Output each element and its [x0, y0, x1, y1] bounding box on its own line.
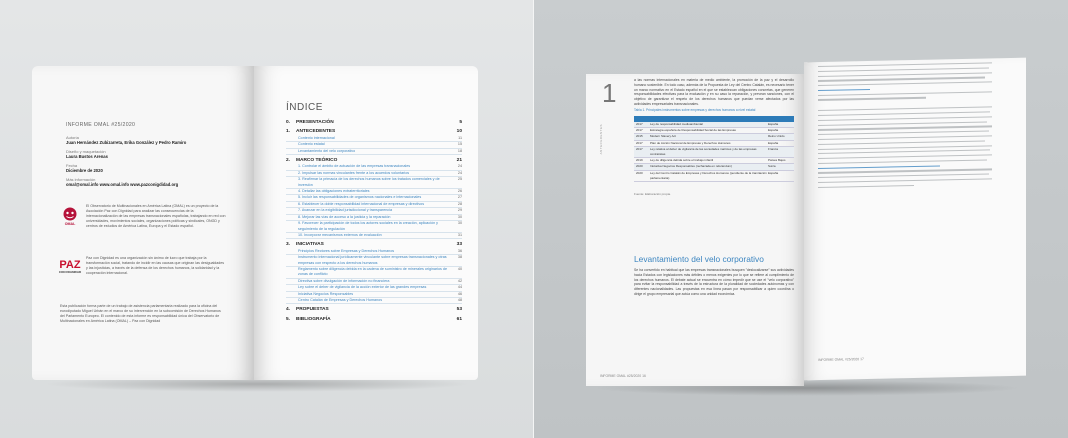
table-cell-country: España: [768, 122, 779, 126]
chapter-number: 1: [602, 78, 617, 108]
toc-subsection-page: 24: [457, 170, 462, 175]
toc-subsection-page: 11: [458, 135, 462, 140]
credits-page: [32, 66, 254, 380]
toc-subsection-title: Iniciativa Negocios Responsables: [298, 291, 354, 296]
toc-subsection[interactable]: [286, 221, 462, 233]
toc-subsection-page: 38: [457, 255, 462, 260]
toc-subsection-page: 31: [457, 232, 462, 237]
toc-section-page: 61: [456, 316, 462, 322]
table-cell-description: Estrategia española de Responsabilidad Social de las Empresas: [650, 128, 736, 133]
table-cell-description: Modern Slavery Act: [650, 134, 677, 139]
table-cell-year: 2017: [636, 146, 643, 151]
toc-subsection-title: 10. Incorporar mecanismos externos de evaluación: [298, 232, 382, 237]
open-book-toc: [32, 58, 478, 388]
toc-section-title: ANTECEDENTES: [296, 129, 336, 135]
toc-section-page: 21: [456, 158, 462, 164]
running-head: INFORME OMAL #25/2020: [66, 122, 136, 128]
toc-subsection-title: Centro Catalán de Empresas y Derechos Humanos: [298, 297, 383, 302]
open-book-chapter: [586, 50, 1026, 395]
table-cell-country: España: [768, 140, 779, 145]
date-label: Fecha: [66, 163, 78, 168]
more-info: omal@omal.info www.omal.info www.pazconigdidad.org: [66, 182, 179, 187]
toc-subsection-title: 2. Impulsar las normas vinculantes frente a los acuerdos voluntarios: [298, 170, 410, 175]
toc-section-number: 4.: [286, 307, 291, 313]
table-cell-year: 2017: [636, 140, 643, 145]
table-row: [634, 171, 794, 182]
toc-subsection-page: 29: [457, 208, 462, 213]
toc-subsection-page: 44: [457, 285, 462, 290]
toc-subsection-page: 28: [457, 201, 462, 206]
table-cell-description: Plan de Acción Nacional de Empresas y Derechos Humanos: [650, 140, 731, 145]
toc-subsection-title: 1. Controlar el ámbito de actuación de las empresas transnacionales: [298, 164, 411, 169]
toc-section-page: 33: [456, 242, 462, 248]
table-cell-country: España: [768, 128, 779, 133]
toc-subsection-title: Ley sobre el deber de vigilancia de la acción exterior de las grandes empresas: [298, 285, 427, 290]
toc-subsection[interactable]: [286, 298, 462, 304]
chapter-right-page: [804, 58, 1026, 381]
table-cell-description: Ley relativa al deber de vigilancia de las sociedades matrices y de las empresas contratistas: [650, 146, 757, 157]
toc-section-title: PROPUESTAS: [296, 307, 329, 313]
toc-subsection-page: 46: [457, 291, 462, 296]
toc-section-title: PRESENTACIÓN: [296, 120, 334, 125]
toc-subsection-page: 30: [457, 221, 462, 226]
toc-subsection-title: 5. Incluir las responsabilidades de organismos nacionales e internacionales: [298, 195, 422, 200]
paz-logo-subtitle: CON DIGNIDAD: [58, 270, 82, 274]
toc-subsection-title: Contexto internacional: [298, 135, 335, 140]
toc-section-number: 3.: [286, 242, 291, 248]
design: Laura Bustos Arenas: [66, 154, 108, 159]
toc-section-number: 0.: [286, 120, 291, 125]
table-source: Fuente: Elaboración propia.: [634, 192, 671, 196]
publication-note: Esta publicación forma parte de un trabajo de asistencia parlamentaria realizado para la oficina del eurodiputado Miguel Urbán en el marco de su intervención en la subcomisión de Derechos Humanos del Parlamento Europeo. El contenido de esta informe es responsabilidad única del Observatorio de Multinacionales en América Latina (OMAL) – Paz con Dignidad: [60, 304, 221, 323]
toc-subsection-title: Instrumento internacional jurídicamente vinculante sobre empresas transnacionales y otras empresas con respecto a los derechos humanos: [298, 255, 447, 265]
omal-description: El Observatorio de Multinacionales en América Latina (OMAL) es un proyecto de la Asociación Paz con Dignidad para analizar las consecuencias de la internacionalización de las empresas transnacionales españolas, trabajando en red con universidades, movimientos sociales, organizaciones políticas y sindicales, ONGD y centros de estudios de América Latina, Europa y el Estado español.: [86, 204, 226, 228]
toc-subsection[interactable]: [286, 267, 462, 279]
toc-subsection-page: 18: [457, 148, 462, 153]
table-cell-year: 2015: [636, 134, 643, 139]
paz-description: Paz con Dignidad es una organización sin ánimo de lucro que trabaja por la transformación social, tratando de incidir en las causas que originan las desigualdades y las injusticias, a través de la defensa de los derechos humanos, la solidaridad y la cooperación internacional.: [86, 256, 225, 275]
table-cell-year: 2019: [636, 158, 643, 163]
chapter-left-page: [586, 74, 804, 386]
toc-subsection[interactable]: [286, 177, 462, 189]
toc-subsection-title: 3. Reafirmar la primacía de los derechos humanos sobre los tratados comerciales y de inversión: [298, 177, 440, 187]
toc-subsection[interactable]: [286, 149, 462, 155]
table-cell-description: Ley de diligencia debida sobre el trabajo infantil: [650, 158, 714, 163]
instruments-table: [634, 116, 794, 182]
toc-section-page: 53: [456, 307, 462, 313]
table-caption: Tabla 1. Principales instrumentos sobre empresas y derechos humanos a nivel estatal: [634, 108, 756, 112]
toc-subsection-page: 25: [457, 177, 462, 182]
toc-subsection-title: 6. Establecer la doble responsabilidad internacional de empresas y directivos: [298, 201, 425, 206]
toc-section[interactable]: [286, 317, 462, 323]
toc-subsection-title: 4. Detallar las obligaciones extraterritoriales: [298, 189, 370, 194]
section-title: Levantamiento del velo corporativo: [634, 254, 764, 264]
toc-section[interactable]: [286, 307, 462, 313]
table-cell-country: España: [768, 170, 779, 175]
table-cell-country: Francia: [768, 146, 779, 151]
paz-con-dignidad-logo-icon: [58, 256, 82, 276]
authors-label: Autoría: [66, 135, 79, 140]
table-cell-country: Países Bajos: [768, 158, 786, 163]
toc-subsection[interactable]: [286, 255, 462, 267]
toc-subsection-title: Directiva sobre divulgación de información no financiera: [298, 278, 390, 283]
chapter-side-label: ANTECEDENTES: [599, 124, 603, 155]
table-cell-description: Ley de responsabilidad medioambiental: [650, 122, 703, 126]
table-of-contents: [286, 102, 462, 323]
toc-subsection-title: 8. Mejorar las vías de acceso a la justicia y la reparación: [298, 214, 391, 219]
design-label: Diseño y maquetación: [66, 149, 106, 154]
table-cell-year: 2017: [636, 128, 643, 133]
toc-subsection-title: Levantamiento del velo corporativo: [298, 148, 356, 153]
toc-section-page: 10: [456, 129, 462, 135]
section-paragraph: Se ha convertido en habitual que las empresas transnacionales busquen "deslocalizarse" sus actividades hacia Estados con legislaciones más débiles o menos exigentes por lo que se refiere al cumplimiento de los derechos humanos. El debate actual se encuentra en cómo impedir que se use el "velo corporativo" para evitar la responsabilidad a través de la estructura de la pluralidad de sociedades autónomas y con diferentes nacionalidades. Las propuestas en esa línea pasan por responsabilizar a quien coordina o dirige el grupo empresarial que actúa como una unidad económica.: [634, 268, 794, 296]
toc-subsection[interactable]: [286, 233, 462, 239]
toc-subsection-page: 42: [457, 278, 462, 283]
paz-logo-title: PAZ: [59, 259, 81, 271]
toc-section-number: 5.: [286, 316, 291, 322]
credits-block: [66, 122, 216, 187]
table-cell-year: 2017: [636, 122, 643, 126]
toc-subsection-title: Reglamento sobre diligencia debida en la cadena de suministro de minerales originarios de zonas de conflicto: [298, 266, 448, 277]
footer-left: INFORME OMAL #25/2020 16: [600, 374, 646, 378]
table-body: [634, 122, 794, 182]
toc-subsection-page: 24: [457, 164, 462, 169]
toc-section[interactable]: [286, 120, 462, 126]
footer-right: INFORME OMAL #25/2020 17: [818, 357, 864, 363]
omal-logo-icon: [62, 206, 78, 226]
toc-list: [286, 120, 462, 323]
toc-subsection-page: 36: [457, 248, 462, 253]
authors: Juan Hernández Zubizarreta, Erika González y Pedro Ramiro: [66, 140, 187, 145]
toc-subsection-page: 48: [457, 297, 462, 302]
toc-subsection-title: Contexto estatal: [298, 142, 325, 147]
toc-section-number: 1.: [286, 129, 291, 135]
right-page-text: [818, 62, 992, 188]
toc-section-number: 2.: [286, 158, 291, 164]
toc-subsection-page: 15: [457, 142, 462, 147]
toc-subsection-title: 7. Avanzar en la exigibilidad jurisdiccional y transparencia: [298, 208, 393, 213]
more-info-label: Más información: [66, 177, 96, 182]
toc-subsection-title: Principios Rectores sobre Empresas y Derechos Humanos: [298, 248, 395, 253]
toc-page: [254, 66, 478, 380]
toc-section-title: BIBLIOGRAFÍA: [296, 316, 331, 322]
toc-section-title: INICIATIVAS: [296, 242, 324, 248]
table-cell-description: Iniciativa Negocios Responsables (rechazada en referéndum): [650, 164, 733, 169]
right-panel: [534, 0, 1068, 438]
table-cell-year: 2020: [636, 170, 643, 175]
toc-title: ÍNDICE: [286, 102, 323, 113]
omal-logo-label: OMAL: [64, 222, 76, 226]
table-row: [634, 147, 794, 158]
toc-section-title: MARCO TEÓRICO: [296, 158, 338, 164]
toc-subsection-page: 26: [457, 189, 462, 194]
toc-subsection-title: 9. Favorecer la participación de todos los actores sociales en la creación, aplicación y seguimiento de la regulación: [298, 221, 438, 231]
intro-paragraph: a las normas internacionales en materia de medio ambiente, la promoción de la paz y el desarrollo humano sostenible. En todo caso, además de la Propuesta de Ley del Centro Catalán, es necesario tener un marco normativo en el Estado español en el que se establezcan obligaciones concretas, que generen responsabilidades efectivas para la evaluación y en su caso la reparación, y prevean sanciones, con el objetivo de garantizar el respeto de los derechos humanos que puedan verse afectados por las actividades empresariales transnacionales.: [634, 78, 794, 106]
toc-subsection-page: 27: [457, 195, 462, 200]
toc-subsection-page: 40: [457, 266, 462, 271]
date: Diciembre de 2020: [66, 168, 103, 173]
table-cell-country: Reino Unido: [768, 134, 785, 139]
table-cell-country: Suiza: [768, 164, 776, 169]
toc-section-page: 5: [459, 120, 462, 125]
toc-subsection-page: 30: [457, 214, 462, 219]
table-cell-description: Ley del Centro Catalán de Empresas y Derechos Humanos (pendiente de la tramitación parlamentaria): [650, 170, 767, 180]
table-cell-year: 2020: [636, 164, 643, 169]
